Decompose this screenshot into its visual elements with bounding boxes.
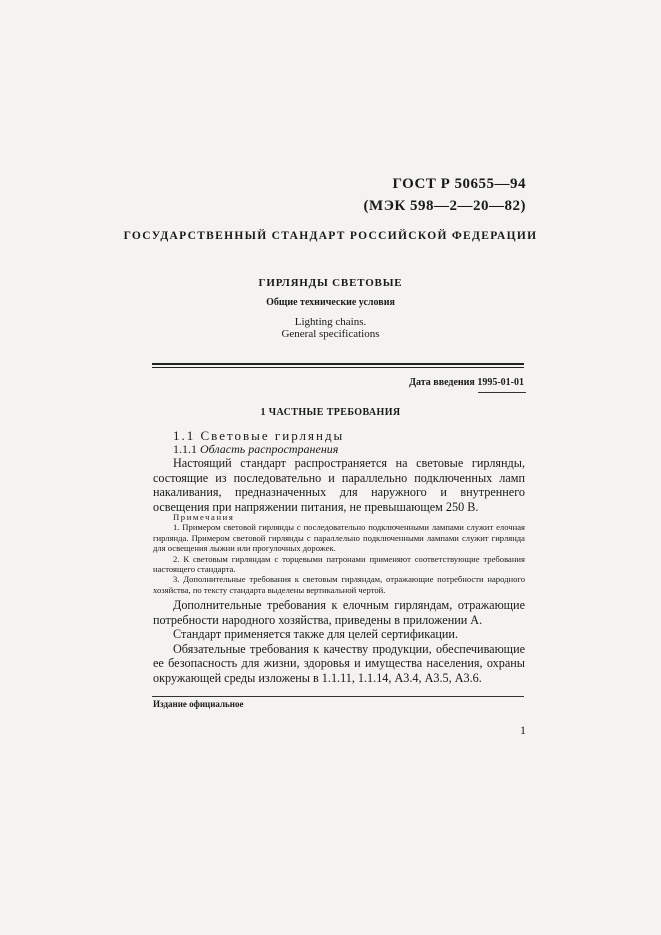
clause-title: Область распространения	[200, 442, 339, 456]
section-heading: 1 ЧАСТНЫЕ ТРЕБОВАНИЯ	[260, 407, 401, 418]
state-standard-heading: ГОСУДАРСТВЕННЫЙ СТАНДАРТ РОССИЙСКОЙ ФЕДЕРАЦИИ	[123, 230, 538, 242]
scope-paragraph	[153, 456, 525, 514]
date-underline	[478, 392, 526, 393]
note-item: 3. Дополнительные требования к световым гирляндам, отражающие потребности народного хозяйства, по тексту стандарта выделены вертикальной чертой.	[153, 574, 525, 595]
requirements-paragraphs	[153, 598, 525, 685]
double-rule-top	[152, 363, 524, 365]
clause-number: 1.1.1	[173, 442, 197, 456]
note-item: 1. Примером световой гирлянды с последовательно подключенными лампами служит елочная гирлянда. Примером световой гирлянды с параллельно подключенными лампами служит гирлянда для освещения лыжни или прогулочных дорожек.	[153, 522, 525, 554]
title-russian: ГИРЛЯНДЫ СВЕТОВЫЕ	[258, 277, 403, 289]
double-rule-bottom	[152, 367, 524, 368]
official-edition-label: Издание официальное	[153, 699, 244, 709]
subtitle-russian: Общие технические условия	[266, 297, 395, 308]
gost-number: ГОСТ Р 50655—94	[392, 176, 526, 192]
title-english	[0, 316, 661, 340]
paragraph: Стандарт применяется также для целей сертификации.	[173, 627, 459, 641]
page-number: 1	[520, 723, 526, 737]
introduction-date: Дата введения 1995-01-01	[409, 377, 524, 388]
footer-rule	[152, 696, 524, 697]
notes-heading: Примечания	[173, 512, 235, 522]
note-item: 2. К световым гирляндам с торцевыми патронами применяют соответствующие требования настоящего стандарта.	[153, 553, 525, 575]
paragraph: Настоящий стандарт распространяется на световые гирлянды, состоящие из последовательно и параллельно подключенных ламп накаливания, предназначенных для наружного и внутреннего освещения при напряжении питания, не превышающем 250 В.	[153, 456, 525, 514]
clause-1-1-1	[173, 442, 338, 457]
notes-block	[153, 512, 525, 595]
paragraph: Обязательные требования к качеству продукции, обеспечивающие ее безопасность для жизни, здоровья и имущества населения, охраны окружающей среды изложены в 1.1.11, 1.1.14, А3.4, А3.5, А3.6.	[153, 641, 525, 685]
document-code	[364, 173, 526, 217]
title-english-line1: Lighting chains.	[294, 316, 367, 328]
paragraph: Дополнительные требования к елочным гирляндам, отражающие потребности народного хозяйства, приведены в приложении А.	[153, 598, 525, 627]
iec-number: (МЭК 598—2—20—82)	[363, 198, 526, 214]
title-english-line2: General specifications	[281, 328, 380, 340]
clause-1-1: 1.1 Световые гирлянды	[173, 428, 345, 443]
